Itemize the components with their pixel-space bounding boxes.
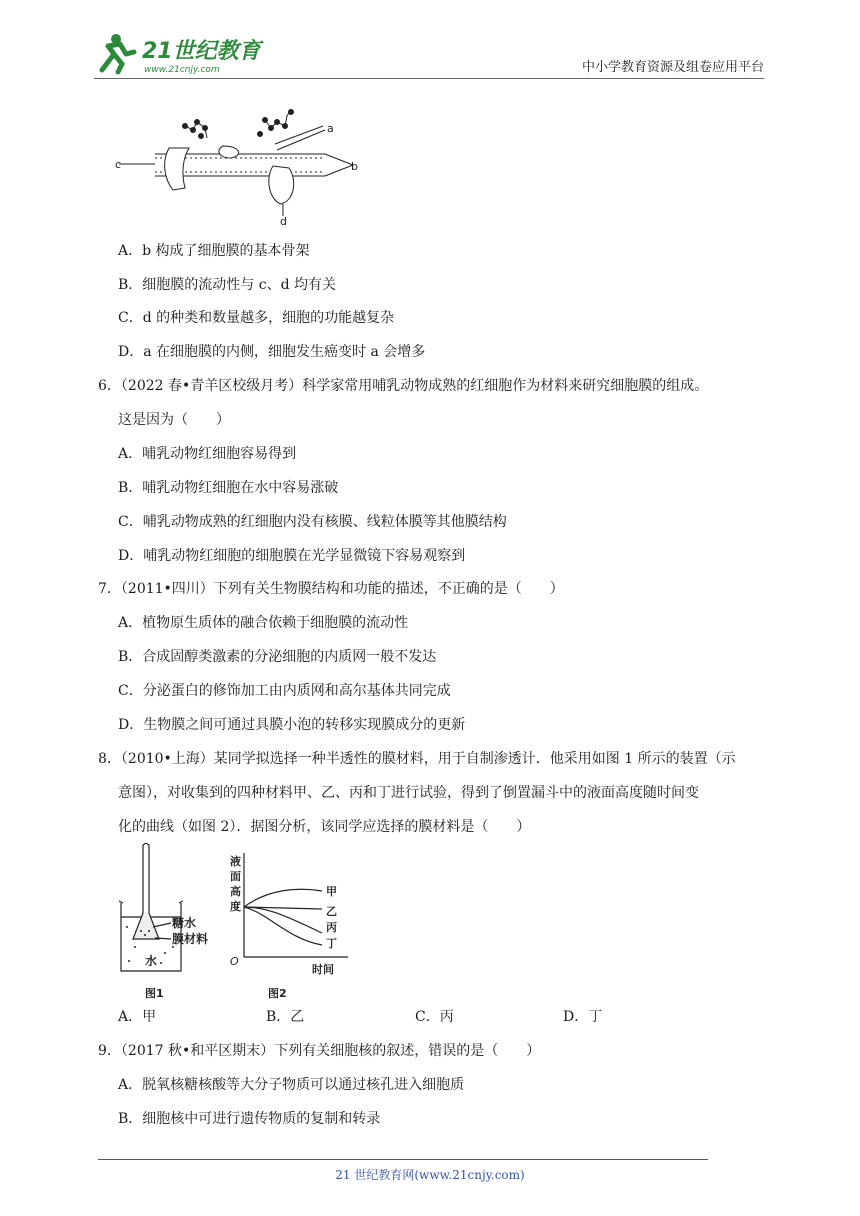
- q7-option-c: C．分泌蛋白的修饰加工由内质网和高尔基体共同完成: [118, 683, 451, 699]
- q8-stem-line3: 化的曲线（如图 2）．据图分析，该同学应选择的膜材料是（ ）: [118, 819, 531, 835]
- site-logo: [94, 30, 264, 76]
- fig1-caption: 图1: [145, 987, 164, 1000]
- q8-stem-line2: 意图），对收集到的四种材料甲、乙、丙和丁进行试验，得到了倒置漏斗中的液面高度随时间变: [118, 785, 699, 801]
- label-sugar-water: 糖水: [172, 916, 197, 930]
- ylabel-char: 面: [230, 870, 241, 883]
- svg-text:d: d: [280, 215, 287, 226]
- footer-text: 21 世纪教育网(www.21cnjy.com): [335, 1168, 525, 1182]
- q6-stem-line1: 6．（2022 春•青羊区校级月考）科学家常用哺乳动物成熟的红细胞作为材料来研究细胞膜的组成。: [98, 378, 709, 394]
- q9-stem: 9．（2017 秋•和平区期末）下列有关细胞核的叙述，错误的是（ ）: [98, 1043, 541, 1059]
- q5-option-c: C．d 的种类和数量越多，细胞的功能越复杂: [118, 310, 395, 326]
- q8-option-a: A．甲: [118, 1009, 157, 1025]
- curve-label-yi: 乙: [326, 905, 337, 918]
- origin-label: O: [230, 955, 239, 968]
- fig2-caption: 图2: [268, 987, 287, 1000]
- q6-option-b: B．哺乳动物红细胞在水中容易涨破: [118, 480, 339, 496]
- q6-option-a: A．哺乳动物红细胞容易得到: [118, 446, 297, 462]
- curves-figure: [228, 845, 358, 1003]
- q8-option-d: D．丁: [563, 1009, 603, 1025]
- platform-name: 中小学教育资源及组卷应用平台: [581, 60, 764, 75]
- xlabel: 时间: [312, 963, 334, 976]
- svg-text:c: c: [115, 158, 122, 171]
- q5-option-d: D．a 在细胞膜的内侧，细胞发生癌变时 a 会增多: [118, 344, 426, 360]
- runner-icon: [102, 34, 134, 72]
- q7-option-d: D．生物膜之间可通过具膜小泡的转移实现膜成分的更新: [118, 717, 466, 733]
- logo-url: www.21cnjy.com: [144, 65, 220, 75]
- curve-label-bing: 丙: [326, 921, 337, 934]
- label-water: 水: [145, 954, 158, 968]
- footer-rule: [98, 1159, 708, 1160]
- q7-option-b: B．合成固醇类激素的分泌细胞的内质网一般不发达: [118, 649, 437, 665]
- label-membrane: 膜材料: [172, 932, 209, 946]
- page-header: [94, 30, 764, 79]
- q5-option-b: B．细胞膜的流动性与 c、d 均有关: [118, 277, 336, 293]
- q6-option-d: D．哺乳动物红细胞的细胞膜在光学显微镜下容易观察到: [118, 548, 466, 564]
- q8-stem-line1: 8．（2010•上海）某同学拟选择一种半透性的膜材料，用于自制渗透计．他采用如图 1 所示的装置（示: [98, 751, 736, 767]
- svg-text:b: b: [351, 160, 358, 173]
- logo-text: 21世纪教育: [142, 39, 261, 64]
- q9-option-b: B．细胞核中可进行遗传物质的复制和转录: [118, 1111, 381, 1127]
- curve-label-ding: 丁: [326, 937, 337, 950]
- osmometer-figure: [115, 843, 225, 1003]
- q6-option-c: C．哺乳动物成熟的红细胞内没有核膜、线粒体膜等其他膜结构: [118, 514, 507, 530]
- curve-label-jia: 甲: [326, 885, 337, 898]
- membrane-figure: [115, 108, 360, 226]
- q8-option-b: B．乙: [266, 1009, 305, 1025]
- q9-option-a: A．脱氧核糖核酸等大分子物质可以通过核孔进入细胞质: [118, 1077, 465, 1093]
- q7-option-a: A．植物原生质体的融合依赖于细胞膜的流动性: [118, 615, 409, 631]
- ylabel-char: 高: [230, 885, 241, 898]
- ylabel-char: 度: [230, 900, 241, 913]
- q5-option-a: A．b 构成了细胞膜的基本骨架: [118, 243, 310, 259]
- q7-stem: 7．（2011•四川）下列有关生物膜结构和功能的描述，不正确的是（ ）: [98, 581, 564, 597]
- q6-stem-line2: 这是因为（ ）: [118, 412, 230, 428]
- svg-text:a: a: [327, 122, 334, 135]
- ylabel-char: 液: [230, 855, 241, 868]
- q8-option-c: C．丙: [415, 1009, 454, 1025]
